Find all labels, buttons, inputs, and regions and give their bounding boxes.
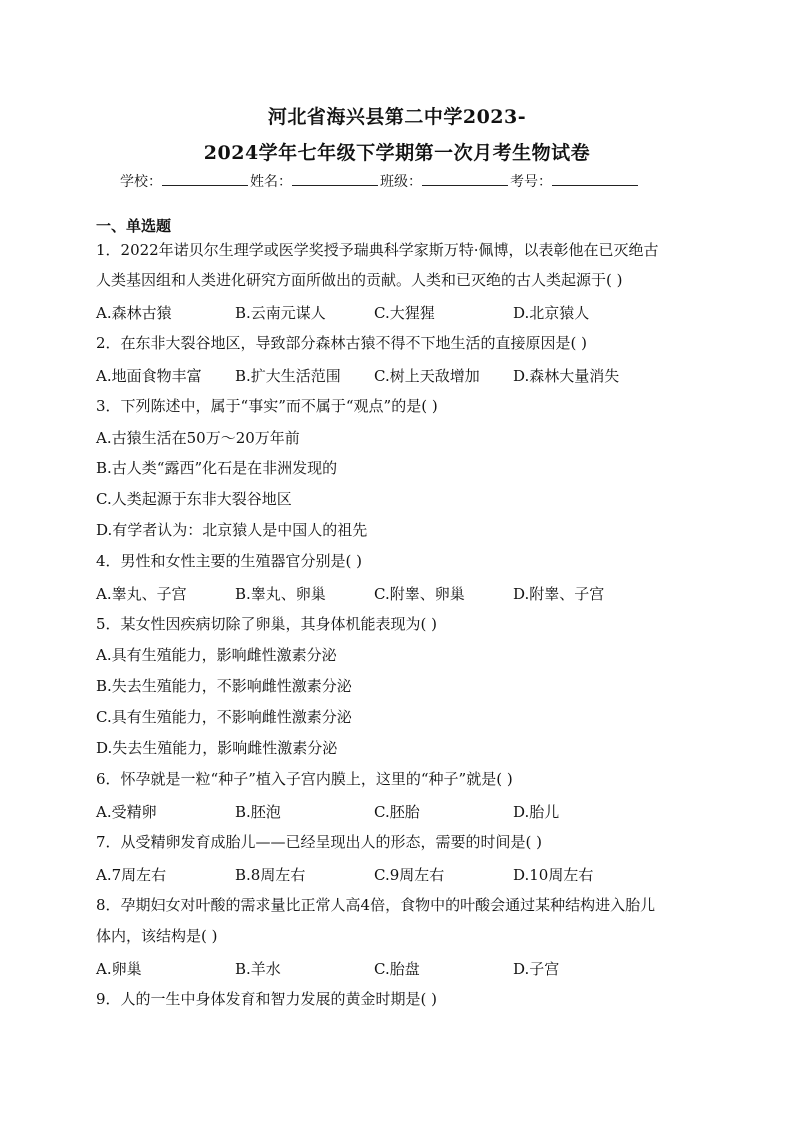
question-6-option-d: D.胎儿: [513, 803, 560, 821]
question-5-option-d: D.失去生殖能力，影响雌性激素分泌: [96, 739, 338, 757]
question-2-options: [96, 365, 696, 386]
question-8-option-c: C.胎盘: [374, 960, 420, 978]
question-1-options: [96, 302, 696, 323]
school-field[interactable]: [162, 171, 248, 186]
question-5-option-a: A.具有生殖能力，影响雌性激素分泌: [96, 646, 337, 664]
question-5-option-c: C.具有生殖能力，不影响雌性激素分泌: [96, 708, 352, 726]
exam-title-line2: 2024学年七年级下学期第一次月考生物试卷: [203, 142, 591, 164]
question-3-line-1: 3．下列陈述中，属于“事实”而不属于“观点”的是( ): [96, 397, 438, 415]
question-7-line-1: 7．从受精卵发育成胎儿——已经呈现出人的形态，需要的时间是( ): [96, 833, 543, 851]
question-2-option-b: B.扩大生活范围: [235, 367, 341, 385]
question-7-option-a: A.7周左右: [96, 866, 167, 884]
question-1-option-d: D.北京猿人: [513, 304, 590, 322]
question-4-option-b: B.睾丸、卵巢: [235, 585, 326, 603]
question-4-option-d: D.附睾、子宫: [513, 585, 605, 603]
class-field[interactable]: [422, 171, 508, 186]
question-7-option-d: D.10周左右: [513, 866, 594, 884]
question-3-option-c: C.人类起源于东非大裂谷地区: [96, 490, 292, 508]
question-2-option-d: D.森林大量消失: [513, 367, 620, 385]
question-4-options: [96, 583, 696, 604]
question-7-options: [96, 864, 696, 885]
question-2-line-1: 2．在东非大裂谷地区，导致部分森林古猿不得不下地生活的直接原因是( ): [96, 334, 588, 352]
question-4-option-a: A.睾丸、子宫: [96, 585, 187, 603]
question-3-option-a: A.古猿生活在50万～20万年前: [96, 429, 300, 447]
question-6-option-b: B.胚泡: [235, 803, 281, 821]
question-6-option-a: A.受精卵: [96, 803, 157, 821]
section-heading: 一、单选题: [96, 217, 172, 235]
question-8-options: [96, 958, 696, 979]
school-label: 学校：: [120, 174, 162, 190]
name-label: 姓名：: [250, 174, 292, 190]
question-7-option-b: B.8周左右: [235, 866, 306, 884]
name-field[interactable]: [292, 171, 378, 186]
question-6-options: [96, 801, 696, 822]
question-7-option-c: C.9周左右: [374, 866, 445, 884]
question-8-option-b: B.羊水: [235, 960, 281, 978]
question-6-line-1: 6．怀孕就是一粒“种子”植入子宫内膜上，这里的“种子”就是( ): [96, 770, 513, 788]
question-8-line-1: 8．孕期妇女对叶酸的需求量比正常人高4倍，食物中的叶酸会通过某种结构进入胎儿: [96, 896, 656, 914]
question-8-line-2: 体内，该结构是( ): [96, 927, 218, 945]
exam-number-label: 考号：: [510, 174, 552, 190]
question-1-option-c: C.大猩猩: [374, 304, 435, 322]
question-5-line-1: 5．某女性因疾病切除了卵巢，其身体机能表现为( ): [96, 615, 438, 633]
question-1-option-b: B.云南元谋人: [235, 304, 326, 322]
question-3-option-d: D.有学者认为：北京猿人是中国人的祖先: [96, 521, 368, 539]
question-6-option-c: C.胚胎: [374, 803, 420, 821]
exam-title-line1: 河北省海兴县第二中学2023-: [267, 106, 527, 128]
question-1-line-1: 1．2022年诺贝尔生理学或医学奖授予瑞典科学家斯万特·佩博，以表彰他在已灭绝古: [96, 241, 659, 259]
exam-number-field[interactable]: [552, 171, 638, 186]
question-4-line-1: 4．男性和女性主要的生殖器官分别是( ): [96, 552, 363, 570]
question-8-option-a: A.卵巢: [96, 960, 142, 978]
question-3-option-b: B.古人类“露西”化石是在非洲发现的: [96, 459, 338, 477]
question-9-line-1: 9．人的一生中身体发育和智力发展的黄金时期是( ): [96, 990, 438, 1008]
student-info-row: [120, 171, 680, 191]
question-2-option-a: A.地面食物丰富: [96, 367, 202, 385]
question-4-option-c: C.附睾、卵巢: [374, 585, 465, 603]
class-label: 班级：: [380, 174, 422, 190]
question-1-line-2: 人类基因组和人类进化研究方面所做出的贡献。人类和已灭绝的古人类起源于( ): [96, 271, 623, 289]
question-5-option-b: B.失去生殖能力，不影响雌性激素分泌: [96, 677, 352, 695]
question-8-option-d: D.子宫: [513, 960, 560, 978]
question-2-option-c: C.树上天敌增加: [374, 367, 480, 385]
question-1-option-a: A.森林古猿: [96, 304, 172, 322]
